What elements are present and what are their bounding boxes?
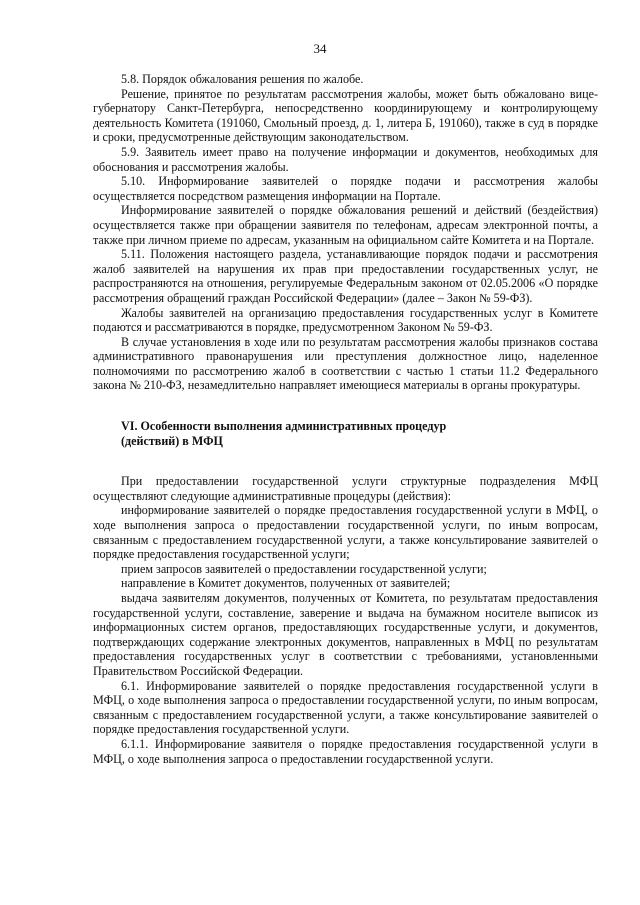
spacer bbox=[93, 448, 598, 474]
paragraph-complaints: Жалобы заявителей на организацию предоставления государственных услуг в Комитете подаются и рассматриваются в порядке, предусмотренном Законом № 59-ФЗ. bbox=[93, 305, 598, 335]
paragraph-mfc-intake: прием запросов заявителей о предоставлении государственной услуги; bbox=[121, 561, 487, 576]
paragraph-mfc-issuance: выдача заявителям документов, полученных от Комитета, по результатам предоставления государственной услуги, составление, заверение и выдача на бумажном носителе выписок из информационных систем органов, предоставляющих государственные услуги, и документов, подтверждающих содержание электронных документов, направленных в МФЦ по результатам предоставления государственных услуг в соответствии с требованиями, установленными Правительством Российской Федерации. bbox=[93, 591, 598, 678]
document-body bbox=[93, 72, 598, 766]
paragraph-6-1: 6.1. Информирование заявителей о порядке предоставления государственной услуги в МФЦ, о ходе выполнения запроса о предоставлении государственной услуги, по иным вопросам, связанным с предоставлением государственной услуги, а также консультирование заявителей о порядке предоставления государственной услуги. bbox=[93, 678, 598, 737]
section-title-line-2: (действий) в МФЦ bbox=[121, 433, 223, 448]
section-title-line-1: VI. Особенности выполнения административных процедур bbox=[121, 419, 447, 434]
paragraph-mfc-forwarding: направление в Комитет документов, полученных от заявителей; bbox=[121, 576, 451, 591]
paragraph-5-11: 5.11. Положения настоящего раздела, устанавливающие порядок подачи и рассмотрения жалоб заявителей на нарушения их прав при предоставлении государственных услуг, не распространяются на отношения, регулируемые Федеральным законом от 02.05.2006 «О порядке рассмотрения обращений граждан Российской Федерации» (далее – Закон № 59-ФЗ). bbox=[93, 247, 598, 305]
paragraph-5-10-informing: Информирование заявителей о порядке обжалования решений и действий (бездействия) осуществляется также при обращении заявителя по телефонам, адресам электронной почты, а также при личном приеме по адресам, указанным на официальном сайте Комитета и на Портале. bbox=[93, 203, 598, 247]
paragraph-5-8-text: Решение, принятое по результатам рассмотрения жалобы, может быть обжаловано вице-губернатору Санкт-Петербурга, непосредственно координирующему и контролирующему деятельность Комитета (191060, Смольный проезд, д. 1, литера Б, 191060), также в суд в порядке и сроки, предусмотренные действующим законодательством. bbox=[93, 86, 598, 145]
paragraph-5-10: 5.10. Информирование заявителей о порядке подачи и рассмотрения жалобы осуществляется посредством размещения информации на Портале. bbox=[93, 174, 598, 203]
paragraph-mfc-informing: информирование заявителей о порядке предоставления государственной услуги в МФЦ, о ходе выполнения запроса о предоставлении государственной услуги, по иным вопросам, связанным с предоставлением государственной услуги, а также консультирование заявителей о порядке предоставления государственной услуги; bbox=[93, 503, 598, 562]
paragraph-mfc-intro: При предоставлении государственной услуги структурные подразделения МФЦ осуществляют следующие административные процедуры (действия): bbox=[93, 474, 598, 503]
paragraph-5-8: 5.8. Порядок обжалования решения по жалобе. bbox=[121, 72, 364, 86]
spacer bbox=[93, 393, 598, 419]
paragraph-prosecution: В случае установления в ходе или по результатам рассмотрения жалобы признаков состава административного правонарушения или преступления должностное лицо, наделенное полномочиями по рассмотрению жалоб в соответствии с частью 1 статьи 11.2 Федерального закона № 210-ФЗ, незамедлительно направляет имеющиеся материалы в органы прокуратуры. bbox=[93, 334, 598, 393]
paragraph-6-1-1: 6.1.1. Информирование заявителя о порядке предоставления государственной услуги в МФЦ, о ходе выполнения запроса о предоставлении государственной услуги. bbox=[93, 736, 598, 766]
paragraph-5-9: 5.9. Заявитель имеет право на получение информации и документов, необходимых для обоснования и рассмотрения жалобы. bbox=[93, 144, 598, 174]
page-number: 34 bbox=[313, 41, 327, 56]
